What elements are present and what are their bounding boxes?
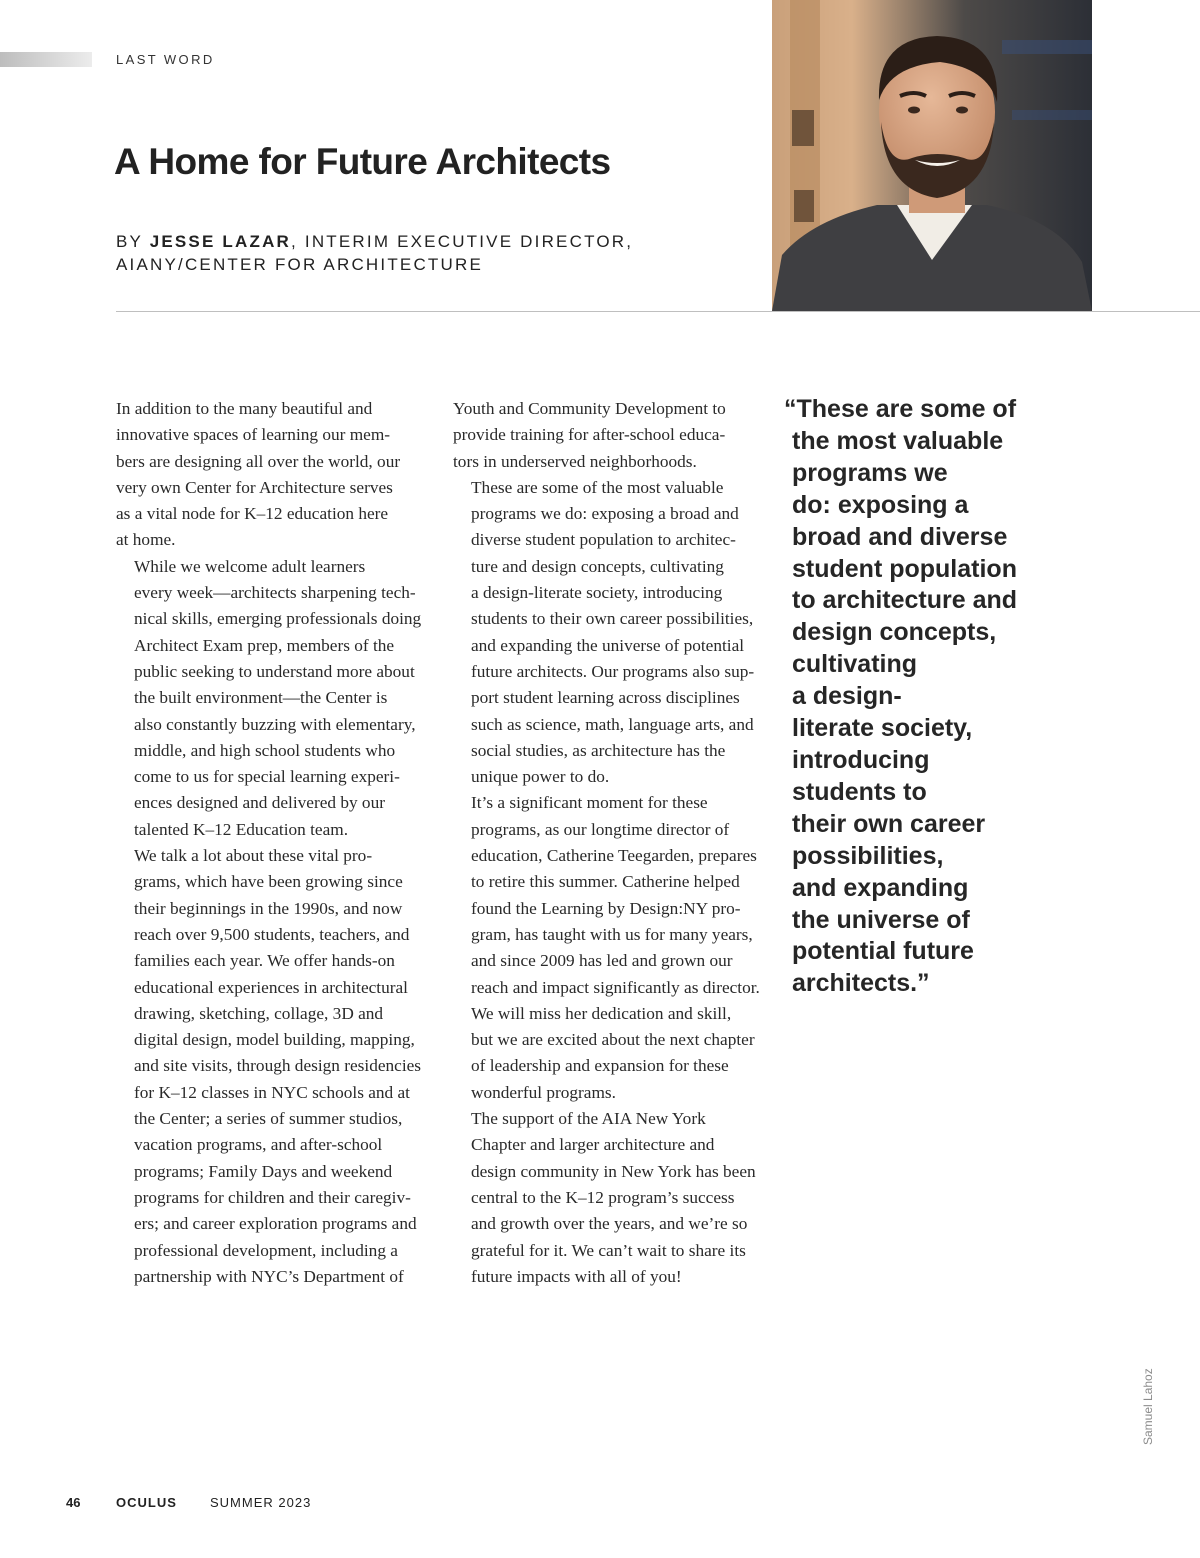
magazine-name: OCULUS bbox=[116, 1495, 177, 1510]
author-organization: AIANY/CENTER FOR ARCHITECTURE bbox=[116, 255, 483, 274]
pull-quote-line: a design- bbox=[792, 682, 902, 711]
body-paragraph: The support of the AIA New York Chapter and larger architecture and design community in New York has been central to the K–12 program’s success and growth over the years, and we’re so grateful for it. We can’t wait to share its future impacts with all of you! bbox=[471, 1109, 756, 1286]
byline-line-1 bbox=[116, 230, 716, 253]
body-column-1 bbox=[116, 396, 422, 1290]
pull-quote-line: students to bbox=[792, 777, 927, 806]
pull-quote-line: their own career bbox=[792, 809, 986, 838]
author-name: JESSE LAZAR bbox=[149, 232, 292, 251]
pull-quote-line: literate society, bbox=[792, 714, 973, 743]
pull-quote-line: broad and diverse bbox=[792, 522, 1008, 551]
body-paragraph: It’s a significant moment for these programs, as our longtime director of education, Catherine Teegarden, prepares to retire this summer. Catherine helped found the Learning by Design:NY pro- gram, has taught with us for many years, and since 2009 has led and grown our reach and impact significantly as director. We will miss her dedication and skill, but we are excited about the next chapter of leadership and expansion for these wonderful programs. bbox=[471, 793, 760, 1102]
byline-prefix: BY bbox=[116, 232, 150, 251]
article-title: A Home for Future Architects bbox=[114, 141, 611, 182]
pull-quote-line: “These are some of bbox=[784, 395, 1017, 423]
pull-quote-line: the most valuable bbox=[792, 426, 1004, 455]
pull-quote-line: design concepts, bbox=[792, 618, 997, 647]
pull-quote-line: and expanding bbox=[792, 873, 969, 902]
pull-quote-line: do: exposing a bbox=[792, 490, 969, 519]
pull-quote-line: the universe of bbox=[792, 905, 970, 934]
page-number: 46 bbox=[66, 1495, 81, 1510]
pull-quote-line: programs we bbox=[792, 458, 948, 487]
author-portrait-photo bbox=[772, 0, 1092, 311]
pull-quote-line: architects.” bbox=[792, 969, 930, 998]
photo-credit: Samuel Lahoz bbox=[1141, 1368, 1155, 1445]
header-divider bbox=[116, 311, 1200, 312]
body-paragraph: Youth and Community Development to provide training for after-school educa- tors in underserved neighborhoods. bbox=[453, 399, 726, 471]
body-paragraph: In addition to the many beautiful and innovative spaces of learning our mem- bers are designing all over the world, our very own Center for Architecture serves as a vital node for K–12 education here at home. bbox=[116, 399, 401, 550]
pull-quote-line: to architecture and bbox=[792, 586, 1018, 615]
pull-quote bbox=[784, 394, 1044, 1000]
pull-quote-line: student population bbox=[792, 554, 1017, 583]
body-paragraph: We talk a lot about these vital pro- grams, which have been growing since their beginnings in the 1990s, and now reach over 9,500 students, teachers, and families each year. We offer hands-on educational experiences in architectural drawing, sketching, collage, 3D and digital design, model building, mapping, and site visits, through design residencies for K–12 classes in NYC schools and at the Center; a series of summer studios, vacation programs, and after-school programs; Family Days and weekend programs for children and their caregiv- ers; and career exploration programs and professional development, including a partnership with NYC’s Department of bbox=[134, 846, 422, 1286]
pull-quote-line: possibilities, bbox=[792, 841, 944, 870]
issue-date: SUMMER 2023 bbox=[210, 1495, 312, 1510]
body-column-2 bbox=[453, 396, 763, 1290]
pull-quote-line: introducing bbox=[792, 745, 930, 774]
byline bbox=[116, 230, 716, 276]
pull-quote-line: cultivating bbox=[792, 650, 918, 679]
author-role: , INTERIM EXECUTIVE DIRECTOR, bbox=[291, 232, 634, 251]
body-paragraph: While we welcome adult learners every week—architects sharpening tech- nical skills, emerging professionals doing Architect Exam prep, members of the public seeking to understand more about the built environment—the Center is also constantly buzzing with elementary, middle, and high school students who come to us for special learning experi- ences designed and delivered by our talented K–12 Education team. bbox=[134, 556, 422, 839]
body-paragraph: These are some of the most valuable programs we do: exposing a broad and diverse student population to architec- ture and design concepts, cultivating a design-literate society, introducing students to their own career possibilities, and expanding the universe of potential future architects. Our programs also sup- port student learning across disciplines such as science, math, language arts, and social studies, as architecture has the unique power to do. bbox=[471, 477, 755, 787]
pull-quote-line: potential future bbox=[792, 937, 974, 966]
section-label: LAST WORD bbox=[116, 52, 215, 67]
section-accent-bar bbox=[0, 52, 92, 67]
